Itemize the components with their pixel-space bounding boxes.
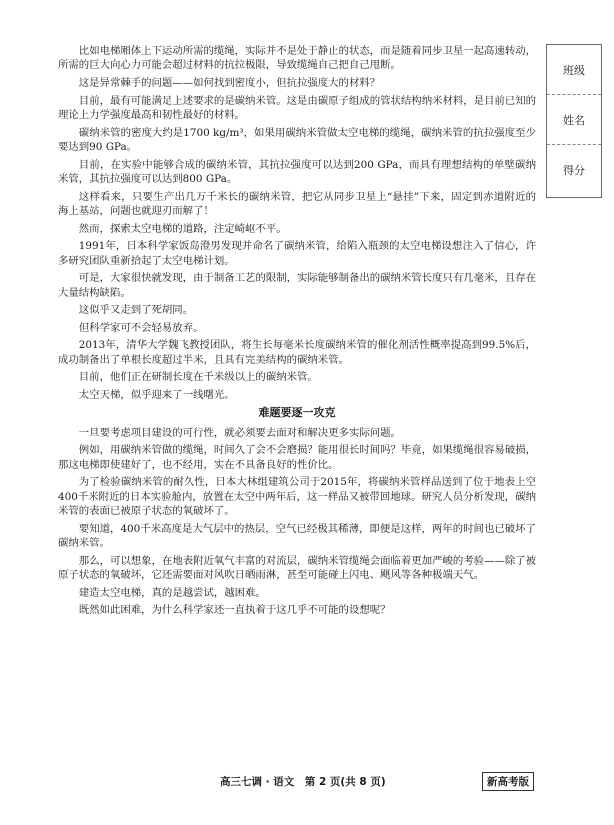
name-field[interactable]	[547, 95, 601, 145]
class-field[interactable]	[547, 45, 601, 95]
paragraph: 1991年，日本科学家饭岛澄男发现并命名了碳纳米管，给陷入瓶颈的太空电梯设想注入了信心，许多研究团队重新拾起了太空电梯计划。	[58, 240, 536, 267]
name-label: 姓名	[563, 113, 585, 127]
paragraph: 一旦要考虑项目建设的可行性，就必须要去面对和解决更多实际问题。	[78, 426, 401, 439]
score-label: 得分	[563, 164, 585, 177]
footer-page-info: 高三七调 · 语文 第 2 页(共 8 页)	[220, 776, 386, 788]
paragraph: 目前，最有可能满足上述要求的是碳纳米管。这是由碳原子组成的管状结构纳米材料，是目前已知的理论上力学强度最高和韧性最好的材料。	[58, 94, 536, 121]
paragraph: 目前，他们正在研制长度在千米级以上的碳纳米管。	[78, 371, 318, 384]
paragraph: 这样看来，只要生产出几万千米长的碳纳米管，把它从同步卫星上“悬挂”下来，固定到赤道附近的海上基站，问题也就迎刃而解了！	[58, 190, 536, 217]
paragraph: 可是，大家很快就发现，由于制备工艺的限制，实际能够制备出的碳纳米管长度只有几毫米，且存在大量结构缺陷。	[58, 272, 536, 299]
paragraphs-top	[58, 44, 536, 402]
paragraph: 碳纳米管的密度大约是1700 kg/m³，如果用碳纳米管做太空电梯的缆绳，碳纳米管的抗拉强度至少要达到90 GPa。	[58, 126, 536, 153]
paragraph: 这似乎又走到了死胡同。	[78, 304, 194, 317]
section-heading: 难题要逐一攻克	[258, 405, 336, 419]
score-field[interactable]	[547, 145, 601, 195]
paragraphs-bottom	[58, 426, 536, 618]
paragraph: 这是异常棘手的问题——如何找到密度小，但抗拉强度大的材料？	[78, 77, 381, 89]
student-info-box	[546, 44, 602, 198]
paragraph: 目前，在实验中能够合成的碳纳米管，其抗拉强度可以达到200 GPa，而具有理想结构的单壁碳纳米管，其抗拉强度可以达到800 GPa。	[58, 158, 536, 185]
paragraph: 2013年，清华大学魏飞教授团队，将生长每毫米长度碳纳米管的催化剂活性概率提高到99.5%后，成功制备出了单根长度超过半米，且具有完美结构的碳纳米管。	[58, 339, 536, 366]
paragraph: 为了检验碳纳米管的耐久性，日本大林组建筑公司于2015年，将碳纳米管样品送到了位于地表上空400千米附近的日本实验舱内，放置在太空中两年后，这一样品又被带回地球。研究人员分析发现，碳纳米管的表面已被原子状态的氧破坏了。	[58, 476, 536, 517]
class-label: 班级	[563, 63, 585, 77]
paragraph: 要知道，400千米高度是大气层中的热层，空气已经极其稀薄，即便是这样，两年的时间也已破坏了碳纳米管。	[58, 522, 536, 549]
paragraph: 比如电梯厢体上下运动所需的缆绳，实际并不是处于静止的状态，而是随着同步卫星一起高速转动，所需的巨大向心力可能会超过材料的抗拉极限，导致缆绳自己把自己甩断。	[58, 45, 536, 72]
paragraph: 那么，可以想象，在地表附近氧气丰富的对流层，碳纳米管缆绳会面临着更加严峻的考验——除了被原子状态的氧破坏，它还需要面对风吹日晒雨淋，甚至可能碰上闪电、飓风等各种极端天气。	[58, 554, 536, 581]
paragraph: 但科学家可不会轻易放弃。	[78, 321, 204, 334]
article-body	[58, 44, 536, 621]
paragraph: 既然如此困难，为什么科学家还一直执着于这几乎不可能的设想呢？	[78, 604, 391, 617]
paragraph: 建造太空电梯，真的是越尝试，越困难。	[78, 586, 266, 599]
page-footer	[0, 774, 614, 790]
paragraph: 然而，探索太空电梯的道路，注定崎岖不平。	[78, 222, 287, 235]
paragraph: 太空天梯，似乎迎来了一线曙光。	[78, 388, 235, 401]
paragraph: 例如，用碳纳米管做的缆绳，时间久了会不会磨损？能用很长时间吗？毕竟，如果缆绳很容易破损，那这电梯即使建好了，也不经用，实在不具备良好的性价比。	[58, 444, 536, 471]
edition-badge: 新高考版	[482, 772, 534, 791]
